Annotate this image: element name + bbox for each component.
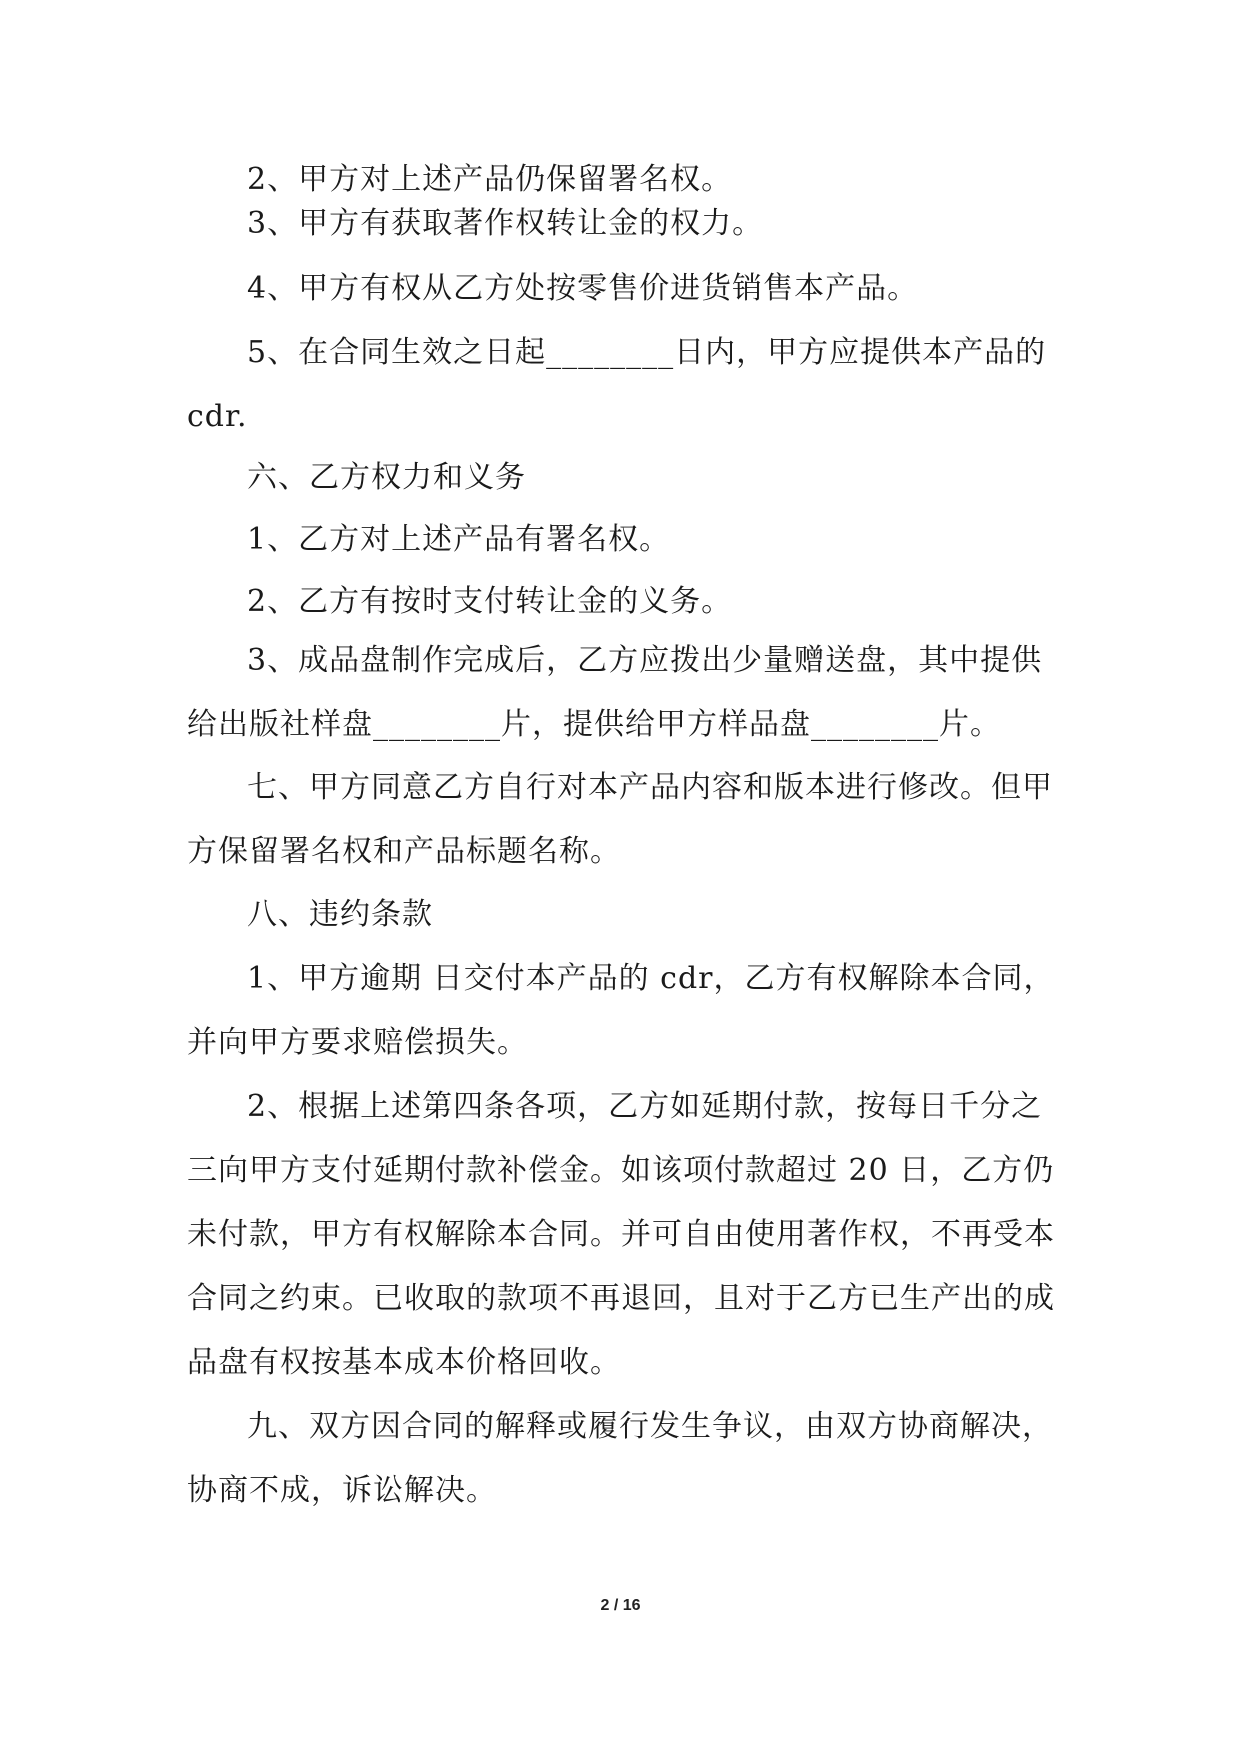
clause-line: 品盘有权按基本成本价格回收。 xyxy=(187,1345,621,1380)
section-heading: 九、双方因合同的解释或履行发生争议，由双方协商解决， xyxy=(247,1409,1053,1444)
clause-line: 2、根据上述第四条各项，乙方如延期付款，按每日千分之 xyxy=(247,1089,1043,1124)
clause-line: 未付款，甲方有权解除本合同。并可自由使用著作权，不再受本 xyxy=(187,1217,1055,1252)
clause-line: 方保留署名权和产品标题名称。 xyxy=(187,834,621,869)
clause-line: 1、乙方对上述产品有署名权。 xyxy=(247,522,671,557)
section-heading: 六、乙方权力和义务 xyxy=(247,460,526,495)
clause-line: 2、乙方有按时支付转让金的义务。 xyxy=(247,584,733,619)
clause-line: 5、在合同生效之日起________日内，甲方应提供本产品的 xyxy=(247,335,1047,370)
clause-line: 协商不成，诉讼解决。 xyxy=(187,1473,497,1508)
section-heading: 八、违约条款 xyxy=(247,897,433,932)
clause-line: 1、甲方逾期 日交付本产品的 cdr，乙方有权解除本合同， xyxy=(247,961,1055,996)
clause-line: 3、甲方有获取著作权转让金的权力。 xyxy=(247,206,764,241)
clause-line: 给出版社样盘________片，提供给甲方样品盘________片。 xyxy=(187,707,1001,742)
clause-line: 三向甲方支付延期付款补偿金。如该项付款超过 20 日，乙方仍 xyxy=(187,1153,1055,1188)
clause-line: 并向甲方要求赔偿损失。 xyxy=(187,1025,528,1060)
page-number: 2 / 16 xyxy=(600,1597,641,1614)
clause-line: 2、甲方对上述产品仍保留署名权。 xyxy=(247,162,733,197)
clause-line: 合同之约束。已收取的款项不再退回，且对于乙方已生产出的成 xyxy=(187,1281,1055,1316)
clause-line: 3、成品盘制作完成后，乙方应拨出少量赠送盘，其中提供 xyxy=(247,643,1043,678)
section-heading: 七、甲方同意乙方自行对本产品内容和版本进行修改。但甲 xyxy=(247,770,1053,805)
clause-line: cdr. xyxy=(187,399,248,434)
clause-line: 4、甲方有权从乙方处按零售价进货销售本产品。 xyxy=(247,271,919,306)
